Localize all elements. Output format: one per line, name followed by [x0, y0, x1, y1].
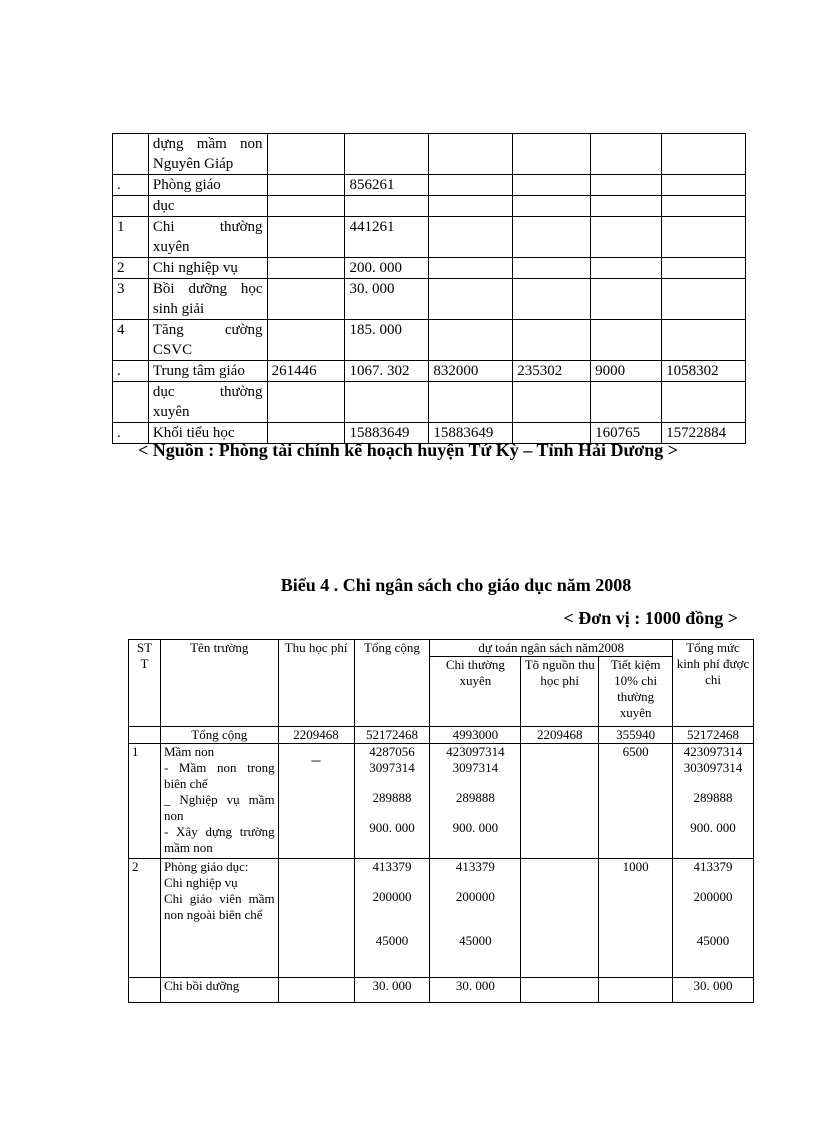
row1-line: - Xây dựng trường mầm non	[163, 824, 275, 855]
cell-c3	[267, 175, 345, 196]
name-line: xuyên	[152, 239, 190, 255]
cell-c5	[429, 320, 513, 361]
cell-value: 289888	[693, 790, 733, 805]
total-tuition: 2209468	[278, 727, 354, 744]
cell-value: 413379	[693, 859, 733, 874]
cell-c5: 15883649	[429, 423, 513, 444]
cell-c5	[429, 175, 513, 196]
cell-value: 45000	[459, 933, 492, 948]
cell-c5	[429, 258, 513, 279]
cell-value: 45000	[375, 933, 409, 948]
name-line: Phòng giáo	[152, 177, 221, 193]
cell-stt: .	[113, 423, 149, 444]
cell-c4: 200. 000	[345, 258, 429, 279]
cell-c8: 15722884	[662, 423, 746, 444]
budget-2008-table	[128, 639, 754, 1003]
cell-name	[148, 258, 267, 279]
row2-line: Phòng giáo dục:	[163, 859, 249, 874]
cell-stt	[113, 134, 149, 175]
name-line: dựng mầm non	[152, 136, 263, 152]
header-total: Tổng cộng	[354, 640, 430, 727]
cell-c7	[591, 279, 662, 320]
cell-c7: 9000	[591, 361, 662, 382]
total-savings: 355940	[599, 727, 673, 744]
cell-value: 413379	[455, 859, 495, 874]
cell-stt	[113, 196, 149, 217]
cell-c4: 15883649	[345, 423, 429, 444]
cell-c8	[662, 217, 746, 258]
cell-stt: .	[113, 175, 149, 196]
row1-line: _ Nghiệp vụ mầm non	[163, 792, 275, 823]
table-row	[113, 258, 746, 279]
row1-line: - Mầm non trong biên chế	[163, 760, 275, 791]
name-line: dục	[152, 198, 175, 214]
row2-name	[160, 859, 278, 978]
cell-c6	[513, 258, 591, 279]
name-line: dục thường	[152, 384, 263, 400]
cell-c7	[591, 320, 662, 361]
cell-c8	[662, 175, 746, 196]
cell-c7	[591, 175, 662, 196]
cell-c6	[513, 320, 591, 361]
cell-name	[148, 175, 267, 196]
row3-regular: 30. 000	[430, 978, 521, 1003]
table-row	[113, 175, 746, 196]
cell-value: 900. 000	[369, 820, 415, 835]
table-row	[113, 361, 746, 382]
total-label: Tổng cộng	[160, 727, 278, 744]
row2-line: Chi giáo viên mầm non ngoài biên chế	[163, 891, 275, 922]
row1-total-funding	[673, 744, 754, 859]
row1-title: Mầm non	[163, 744, 215, 759]
cell-c5	[429, 217, 513, 258]
table-row	[113, 196, 746, 217]
cell-value: 303097314	[683, 760, 743, 775]
cell-c6	[513, 382, 591, 423]
table-title: Biểu 4 . Chi ngân sách cho giáo dục năm 2008	[280, 575, 632, 595]
header-budget-group: dự toán ngân sách năm2008	[430, 640, 673, 657]
row2-total	[354, 859, 430, 978]
cell-name	[148, 279, 267, 320]
total-total-funding: 52172468	[673, 727, 754, 744]
cell-c8	[662, 279, 746, 320]
cell-c8	[662, 320, 746, 361]
cell-c6	[513, 134, 591, 175]
row2-regular	[430, 859, 521, 978]
cell-value: 45000	[696, 933, 730, 948]
table-row	[113, 279, 746, 320]
budget-table-continued	[112, 133, 746, 444]
table-row	[129, 859, 754, 978]
cell-c3	[267, 134, 345, 175]
cell-c5: 832000	[429, 361, 513, 382]
total-tuition-source: 2209468	[521, 727, 599, 744]
cell-c3: 261446	[267, 361, 345, 382]
cell-name	[148, 134, 267, 175]
row1-savings: 6500	[599, 744, 673, 859]
cell-value: 289888	[372, 790, 412, 805]
row1-total	[354, 744, 430, 859]
row2-savings: 1000	[599, 859, 673, 978]
cell-value: 3097314	[452, 760, 499, 775]
cell-value: 423097314	[683, 744, 743, 759]
cell-c3	[267, 382, 345, 423]
table-row	[113, 320, 746, 361]
name-line: Nguyên Giáp	[152, 156, 234, 172]
cell-c4	[345, 196, 429, 217]
row1-tuition: _	[278, 744, 354, 859]
cell-stt: 1	[113, 217, 149, 258]
name-line: Trung tâm giáo	[152, 363, 245, 379]
cell-value: 4287056	[369, 744, 415, 759]
cell-c4	[345, 382, 429, 423]
cell-c7	[591, 196, 662, 217]
cell-c7	[591, 382, 662, 423]
cell-c3	[267, 320, 345, 361]
cell-c8	[662, 382, 746, 423]
name-line: sinh giải	[152, 301, 205, 317]
cell-name	[148, 361, 267, 382]
cell-value: 413379	[372, 859, 412, 874]
table-row	[129, 978, 754, 1003]
name-line: CSVC	[152, 342, 193, 358]
cell-c5	[429, 134, 513, 175]
source-note: < Nguồn : Phòng tài chính kế hoạch huyện Tứ Kỳ – Tỉnh Hải Dương >	[137, 440, 679, 460]
total-total: 52172468	[354, 727, 430, 744]
header-savings: Tiết kiệm 10% chi thường xuyên	[599, 657, 673, 727]
table-row	[113, 134, 746, 175]
cell-c7	[591, 258, 662, 279]
header-tuition-source: Tõ nguồn thu học phí	[521, 657, 599, 727]
total-row	[129, 727, 754, 744]
row3-total-funding: 30. 000	[673, 978, 754, 1003]
row2-line: Chi nghiệp vụ	[163, 875, 238, 890]
cell-value: 423097314	[446, 744, 505, 759]
cell-c3	[267, 217, 345, 258]
cell-name	[148, 320, 267, 361]
cell-c8	[662, 134, 746, 175]
cell-c4: 30. 000	[345, 279, 429, 320]
cell-stt: .	[113, 361, 149, 382]
name-line: Bồi dưỡng học	[152, 281, 263, 297]
cell-c6	[513, 175, 591, 196]
table-row	[129, 744, 754, 859]
cell-stt: 2	[113, 258, 149, 279]
cell-value: 289888	[455, 790, 495, 805]
cell-c7: 160765	[591, 423, 662, 444]
header-total-funding: Tổng mức kinh phí được chi	[673, 640, 754, 727]
cell-c8: 1058302	[662, 361, 746, 382]
cell-c5	[429, 382, 513, 423]
cell-name	[148, 196, 267, 217]
cell-c6	[513, 279, 591, 320]
cell-c4	[345, 134, 429, 175]
cell-value: 900. 000	[452, 820, 499, 835]
cell-value: 200000	[693, 889, 733, 904]
header-name: Tên trường	[160, 640, 278, 727]
total-regular: 4993000	[430, 727, 521, 744]
cell-c4: 185. 000	[345, 320, 429, 361]
cell-c7	[591, 217, 662, 258]
name-line: Khối tiểu học	[152, 425, 235, 441]
cell-c5	[429, 196, 513, 217]
cell-c3	[267, 196, 345, 217]
cell-value: 200000	[372, 889, 412, 904]
cell-c3	[267, 279, 345, 320]
row2-stt: 2	[129, 859, 161, 978]
row2-total-funding	[673, 859, 754, 978]
cell-stt: 3	[113, 279, 149, 320]
cell-value: 900. 000	[690, 820, 736, 835]
row1-stt: 1	[129, 744, 161, 859]
name-line: Tăng cường	[152, 322, 263, 338]
cell-c7	[591, 134, 662, 175]
header-regular: Chi thường xuyên	[430, 657, 521, 727]
cell-c6	[513, 217, 591, 258]
row1-regular	[430, 744, 521, 859]
cell-value: 3097314	[369, 760, 415, 775]
row3-name: Chi bồi dưỡng	[160, 978, 278, 1003]
row1-name	[160, 744, 278, 859]
cell-c4: 856261	[345, 175, 429, 196]
cell-name	[148, 217, 267, 258]
cell-stt: 4	[113, 320, 149, 361]
header-stt: ST T	[129, 640, 161, 727]
cell-c8	[662, 196, 746, 217]
row3-total: 30. 000	[354, 978, 430, 1003]
name-line: Chi nghiệp vụ	[152, 260, 238, 276]
cell-value: 200000	[455, 889, 495, 904]
cell-c6: 235302	[513, 361, 591, 382]
unit-note: < Đơn vị : 1000 đồng >	[563, 608, 738, 628]
table-row	[113, 217, 746, 258]
header-tuition: Thu học phí	[278, 640, 354, 727]
cell-name	[148, 382, 267, 423]
header-row	[129, 640, 754, 657]
cell-c6	[513, 196, 591, 217]
table-row	[113, 382, 746, 423]
cell-c5	[429, 279, 513, 320]
cell-c4: 441261	[345, 217, 429, 258]
cell-c3	[267, 258, 345, 279]
cell-c4: 1067. 302	[345, 361, 429, 382]
name-line: Chi thường	[152, 219, 263, 235]
cell-c8	[662, 258, 746, 279]
cell-stt	[113, 382, 149, 423]
name-line: xuyên	[152, 404, 190, 420]
